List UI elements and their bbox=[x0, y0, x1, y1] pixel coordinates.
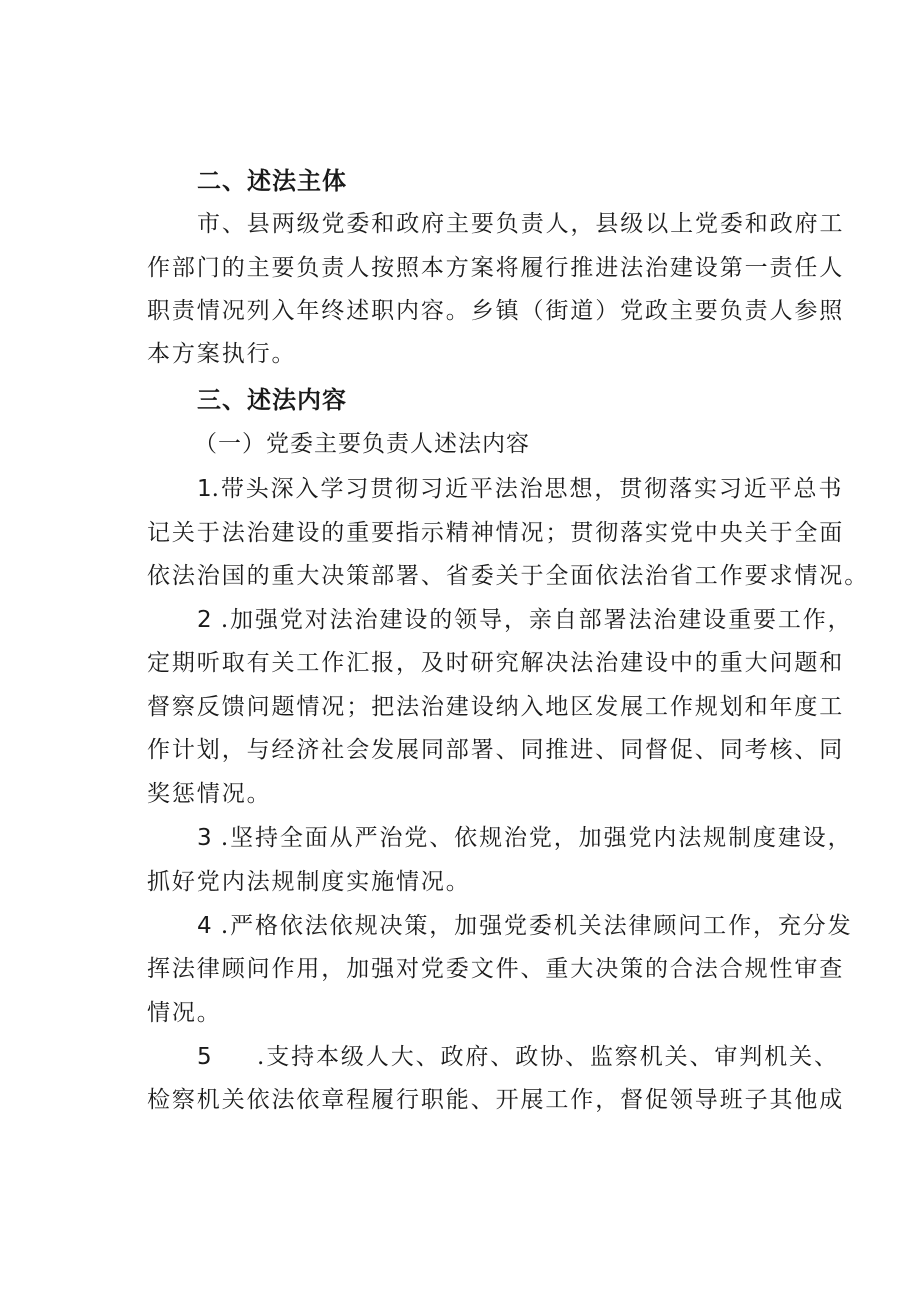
paragraph-line: 检察机关依法依章程履行职能、开展工作，督促领导班子其他成 bbox=[147, 1087, 845, 1113]
paragraph-line: 记关于法治建设的重要指示精神情况；贯彻落实党中央关于全面 bbox=[147, 520, 845, 546]
paragraph-line: 市、县两级党委和政府主要负责人，县级以上党委和政府工 bbox=[197, 211, 845, 237]
item-number: 3 bbox=[197, 825, 212, 851]
list-item-2 bbox=[197, 605, 853, 635]
paragraph-line: 职责情况列入年终述职内容。乡镇（街道）党政主要负责人参照 bbox=[147, 298, 845, 324]
sub-heading: （一）党委主要负责人述法内容 bbox=[194, 431, 530, 457]
item-text: .严格依法依规决策，加强党委机关法律顾问工作，充分发 bbox=[211, 913, 853, 939]
paragraph-line: 本方案执行。 bbox=[147, 341, 297, 367]
section-heading-3: 三、述法内容 bbox=[197, 386, 347, 414]
item-text: .加强党对法治建设的领导，亲自部署法治建设重要工作， bbox=[211, 607, 853, 633]
list-item-4 bbox=[197, 911, 853, 941]
paragraph-line: 督察反馈问题情况；把法治建设纳入地区发展工作规划和年度工 bbox=[147, 694, 845, 720]
paragraph-line: 作计划，与经济社会发展同部署、同推进、同督促、同考核、同 bbox=[147, 737, 845, 763]
paragraph-line: 情况。 bbox=[147, 1000, 222, 1026]
paragraph-line: 抓好党内法规制度实施情况。 bbox=[147, 869, 471, 895]
item-text: .支持本级人大、政府、政协、监察机关、审判机关、 bbox=[257, 1044, 839, 1070]
item-number: 1 bbox=[197, 476, 212, 502]
paragraph-line: 奖惩情况。 bbox=[147, 781, 272, 807]
paragraph-line: 挥法律顾问作用，加强对党委文件、重大决策的合法合规性审查 bbox=[147, 956, 845, 982]
item-text: .带头深入学习贯彻习近平法治思想，贯彻落实习近平总书 bbox=[211, 476, 844, 502]
list-item-5 bbox=[197, 1042, 839, 1072]
paragraph-line: 定期听取有关工作汇报，及时研究解决法治建设中的重大问题和 bbox=[147, 650, 845, 676]
paragraph-line: 作部门的主要负责人按照本方案将履行推进法治建设第一责任人 bbox=[147, 255, 845, 281]
list-item-3 bbox=[197, 823, 853, 853]
item-number: 5 bbox=[197, 1044, 212, 1070]
list-item-1 bbox=[197, 474, 843, 504]
paragraph-line: 依法治国的重大决策部署、省委关于全面依法治省工作要求情况。 bbox=[147, 563, 870, 589]
item-text: .坚持全面从严治党、依规治党，加强党内法规制度建设， bbox=[211, 825, 853, 851]
section-heading-2: 二、述法主体 bbox=[197, 167, 347, 195]
item-number: 2 bbox=[197, 607, 212, 633]
item-number: 4 bbox=[197, 913, 212, 939]
